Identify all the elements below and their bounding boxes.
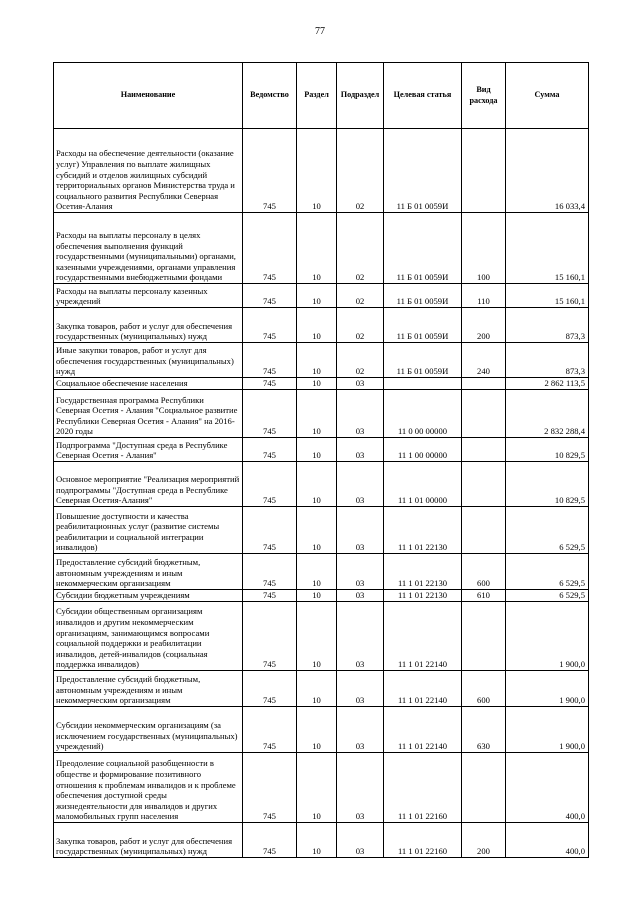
row-ved: 745: [243, 390, 297, 438]
row-podrazdel: 02: [337, 343, 384, 378]
table-row: [54, 284, 589, 308]
row-podrazdel: 02: [337, 213, 384, 284]
row-razdel: 10: [297, 554, 337, 590]
row-vid: 200: [462, 823, 506, 858]
row-statya: 11 1 01 00000: [384, 462, 462, 507]
row-summa: 1 900,0: [506, 602, 589, 671]
row-summa: 1 900,0: [506, 707, 589, 753]
row-name: Субсидии бюджетным учреждениям: [54, 590, 243, 602]
row-vid: [462, 390, 506, 438]
row-razdel: 10: [297, 129, 337, 213]
row-name: Иные закупки товаров, работ и услуг для обеспечения государственных (муниципальных) нужд: [54, 343, 243, 378]
row-podrazdel: 03: [337, 823, 384, 858]
row-summa: 6 529,5: [506, 507, 589, 554]
row-podrazdel: 03: [337, 590, 384, 602]
row-statya: 11 1 01 22140: [384, 602, 462, 671]
header-name: Наименование: [54, 63, 243, 129]
row-summa: 1 900,0: [506, 671, 589, 707]
row-name: Расходы на обеспечение деятельности (оказание услуг) Управления по выплате жилищных субсидий и отделов жилищных субсидий территориальных органов Министерства труда и социального развития Республики Северная Осетия-Алания: [54, 129, 243, 213]
row-vid: [462, 507, 506, 554]
row-statya: 11 1 01 22140: [384, 671, 462, 707]
row-ved: 745: [243, 707, 297, 753]
row-vid: [462, 378, 506, 390]
row-name: Повышение доступности и качества реабилитационных услуг (развитие системы реабилитации и социальной интеграции инвалидов): [54, 507, 243, 554]
row-summa: 6 529,5: [506, 554, 589, 590]
row-summa: 10 829,5: [506, 462, 589, 507]
row-statya: 11 Б 01 0059И: [384, 213, 462, 284]
row-podrazdel: 03: [337, 390, 384, 438]
row-ved: 745: [243, 462, 297, 507]
row-statya: 11 Б 01 0059И: [384, 343, 462, 378]
row-name: Государственная программа Республики Северная Осетия - Алания "Социальное развитие Республики Северная Осетия - Алания" на 2016-2020 годы: [54, 390, 243, 438]
table-row: [54, 308, 589, 343]
row-razdel: 10: [297, 213, 337, 284]
row-podrazdel: 03: [337, 707, 384, 753]
row-name: Закупка товаров, работ и услуг для обеспечения государственных (муниципальных) нужд: [54, 823, 243, 858]
row-ved: 745: [243, 590, 297, 602]
row-name: Субсидии некоммерческим организациям (за исключением государственных (муниципальных) учреждений): [54, 707, 243, 753]
row-razdel: 10: [297, 390, 337, 438]
row-vid: [462, 438, 506, 462]
row-razdel: 10: [297, 590, 337, 602]
row-razdel: 10: [297, 602, 337, 671]
row-podrazdel: 02: [337, 308, 384, 343]
row-razdel: 10: [297, 462, 337, 507]
row-razdel: 10: [297, 507, 337, 554]
row-name: Предоставление субсидий бюджетным, автономным учреждениям и иным некоммерческим организациям: [54, 671, 243, 707]
row-name: Расходы на выплаты персоналу в целях обеспечения выполнения функций государственными (муниципальными) органами, казенными учреждениями, органами управления государственными внебюджетными фондами: [54, 213, 243, 284]
header-podrazdel: Подраздел: [337, 63, 384, 129]
row-podrazdel: 03: [337, 462, 384, 507]
row-razdel: 10: [297, 378, 337, 390]
row-name: Основное мероприятие "Реализация мероприятий подпрограммы "Доступная среда в Республике Северная Осетия-Алания": [54, 462, 243, 507]
row-razdel: 10: [297, 343, 337, 378]
page-number: 77: [315, 26, 325, 37]
row-ved: 745: [243, 554, 297, 590]
row-vid: 240: [462, 343, 506, 378]
row-statya: 11 1 00 00000: [384, 438, 462, 462]
row-ved: 745: [243, 308, 297, 343]
row-summa: 873,3: [506, 308, 589, 343]
row-podrazdel: 03: [337, 671, 384, 707]
header-vid: Вид расхода: [462, 63, 506, 129]
row-razdel: 10: [297, 753, 337, 823]
row-statya: 11 Б 01 0059И: [384, 308, 462, 343]
row-vid: [462, 462, 506, 507]
row-ved: 745: [243, 602, 297, 671]
row-podrazdel: 03: [337, 602, 384, 671]
row-name: Закупка товаров, работ и услуг для обеспечения государственных (муниципальных) нужд: [54, 308, 243, 343]
table-body: [54, 129, 589, 858]
row-summa: 2 862 113,5: [506, 378, 589, 390]
table-row: [54, 554, 589, 590]
row-podrazdel: 03: [337, 753, 384, 823]
table-row: [54, 129, 589, 213]
header-razdel: Раздел: [297, 63, 337, 129]
table-row: [54, 707, 589, 753]
row-podrazdel: 03: [337, 438, 384, 462]
row-statya: [384, 378, 462, 390]
row-vid: 200: [462, 308, 506, 343]
row-podrazdel: 03: [337, 507, 384, 554]
row-summa: 400,0: [506, 823, 589, 858]
row-razdel: 10: [297, 823, 337, 858]
row-vid: [462, 753, 506, 823]
row-statya: 11 1 01 22160: [384, 753, 462, 823]
row-vid: [462, 129, 506, 213]
row-vid: 600: [462, 554, 506, 590]
row-statya: 11 1 01 22130: [384, 590, 462, 602]
row-statya: 11 Б 01 0059И: [384, 284, 462, 308]
row-statya: 11 0 00 00000: [384, 390, 462, 438]
row-name: Социальное обеспечение населения: [54, 378, 243, 390]
table-row: [54, 213, 589, 284]
row-ved: 745: [243, 507, 297, 554]
budget-table: [53, 62, 589, 858]
row-razdel: 10: [297, 308, 337, 343]
row-vid: [462, 602, 506, 671]
header-statya: Целевая статья: [384, 63, 462, 129]
row-summa: 15 160,1: [506, 284, 589, 308]
table-row: [54, 671, 589, 707]
row-ved: 745: [243, 378, 297, 390]
table-row: [54, 343, 589, 378]
row-summa: 15 160,1: [506, 213, 589, 284]
row-statya: 11 1 01 22130: [384, 507, 462, 554]
row-vid: 110: [462, 284, 506, 308]
row-ved: 745: [243, 343, 297, 378]
row-summa: 6 529,5: [506, 590, 589, 602]
row-razdel: 10: [297, 671, 337, 707]
row-vid: 630: [462, 707, 506, 753]
row-summa: 16 033,4: [506, 129, 589, 213]
row-razdel: 10: [297, 438, 337, 462]
row-ved: 745: [243, 213, 297, 284]
table-row: [54, 390, 589, 438]
row-razdel: 10: [297, 707, 337, 753]
row-ved: 745: [243, 438, 297, 462]
header-summa: Сумма: [506, 63, 589, 129]
row-statya: 11 1 01 22160: [384, 823, 462, 858]
table-row: [54, 438, 589, 462]
header-row: [54, 63, 589, 129]
row-ved: 745: [243, 823, 297, 858]
row-vid: 610: [462, 590, 506, 602]
row-name: Преодоление социальной разобщенности в обществе и формирование позитивного отношения к проблемам инвалидов и к проблеме обеспечения доступной среды жизнедеятельности для инвалидов и других маломобильных групп населения: [54, 753, 243, 823]
table-row: [54, 602, 589, 671]
header-ved: Ведомство: [243, 63, 297, 129]
table-row: [54, 507, 589, 554]
row-podrazdel: 02: [337, 129, 384, 213]
row-name: Предоставление субсидий бюджетным, автономным учреждениям и иным некоммерческим организациям: [54, 554, 243, 590]
row-vid: 600: [462, 671, 506, 707]
row-summa: 2 832 288,4: [506, 390, 589, 438]
row-statya: 11 Б 01 0059И: [384, 129, 462, 213]
row-ved: 745: [243, 129, 297, 213]
table-row: [54, 823, 589, 858]
row-ved: 745: [243, 753, 297, 823]
table-row: [54, 590, 589, 602]
row-podrazdel: 03: [337, 554, 384, 590]
table-row: [54, 753, 589, 823]
row-ved: 745: [243, 671, 297, 707]
row-name: Подпрограмма "Доступная среда в Республике Северная Осетия - Алания": [54, 438, 243, 462]
row-summa: 10 829,5: [506, 438, 589, 462]
row-razdel: 10: [297, 284, 337, 308]
row-statya: 11 1 01 22140: [384, 707, 462, 753]
row-name: Расходы на выплаты персоналу казенных учреждений: [54, 284, 243, 308]
row-vid: 100: [462, 213, 506, 284]
table-row: [54, 378, 589, 390]
row-name: Субсидии общественным организациям инвалидов и другим некоммерческим организациям, занимающимся вопросами социальной поддержки и реабилитации инвалидов, детей-инвалидов (социальная поддержка инвалидов): [54, 602, 243, 671]
row-summa: 400,0: [506, 753, 589, 823]
row-statya: 11 1 01 22130: [384, 554, 462, 590]
row-podrazdel: 02: [337, 284, 384, 308]
table-row: [54, 462, 589, 507]
row-ved: 745: [243, 284, 297, 308]
row-podrazdel: 03: [337, 378, 384, 390]
row-summa: 873,3: [506, 343, 589, 378]
